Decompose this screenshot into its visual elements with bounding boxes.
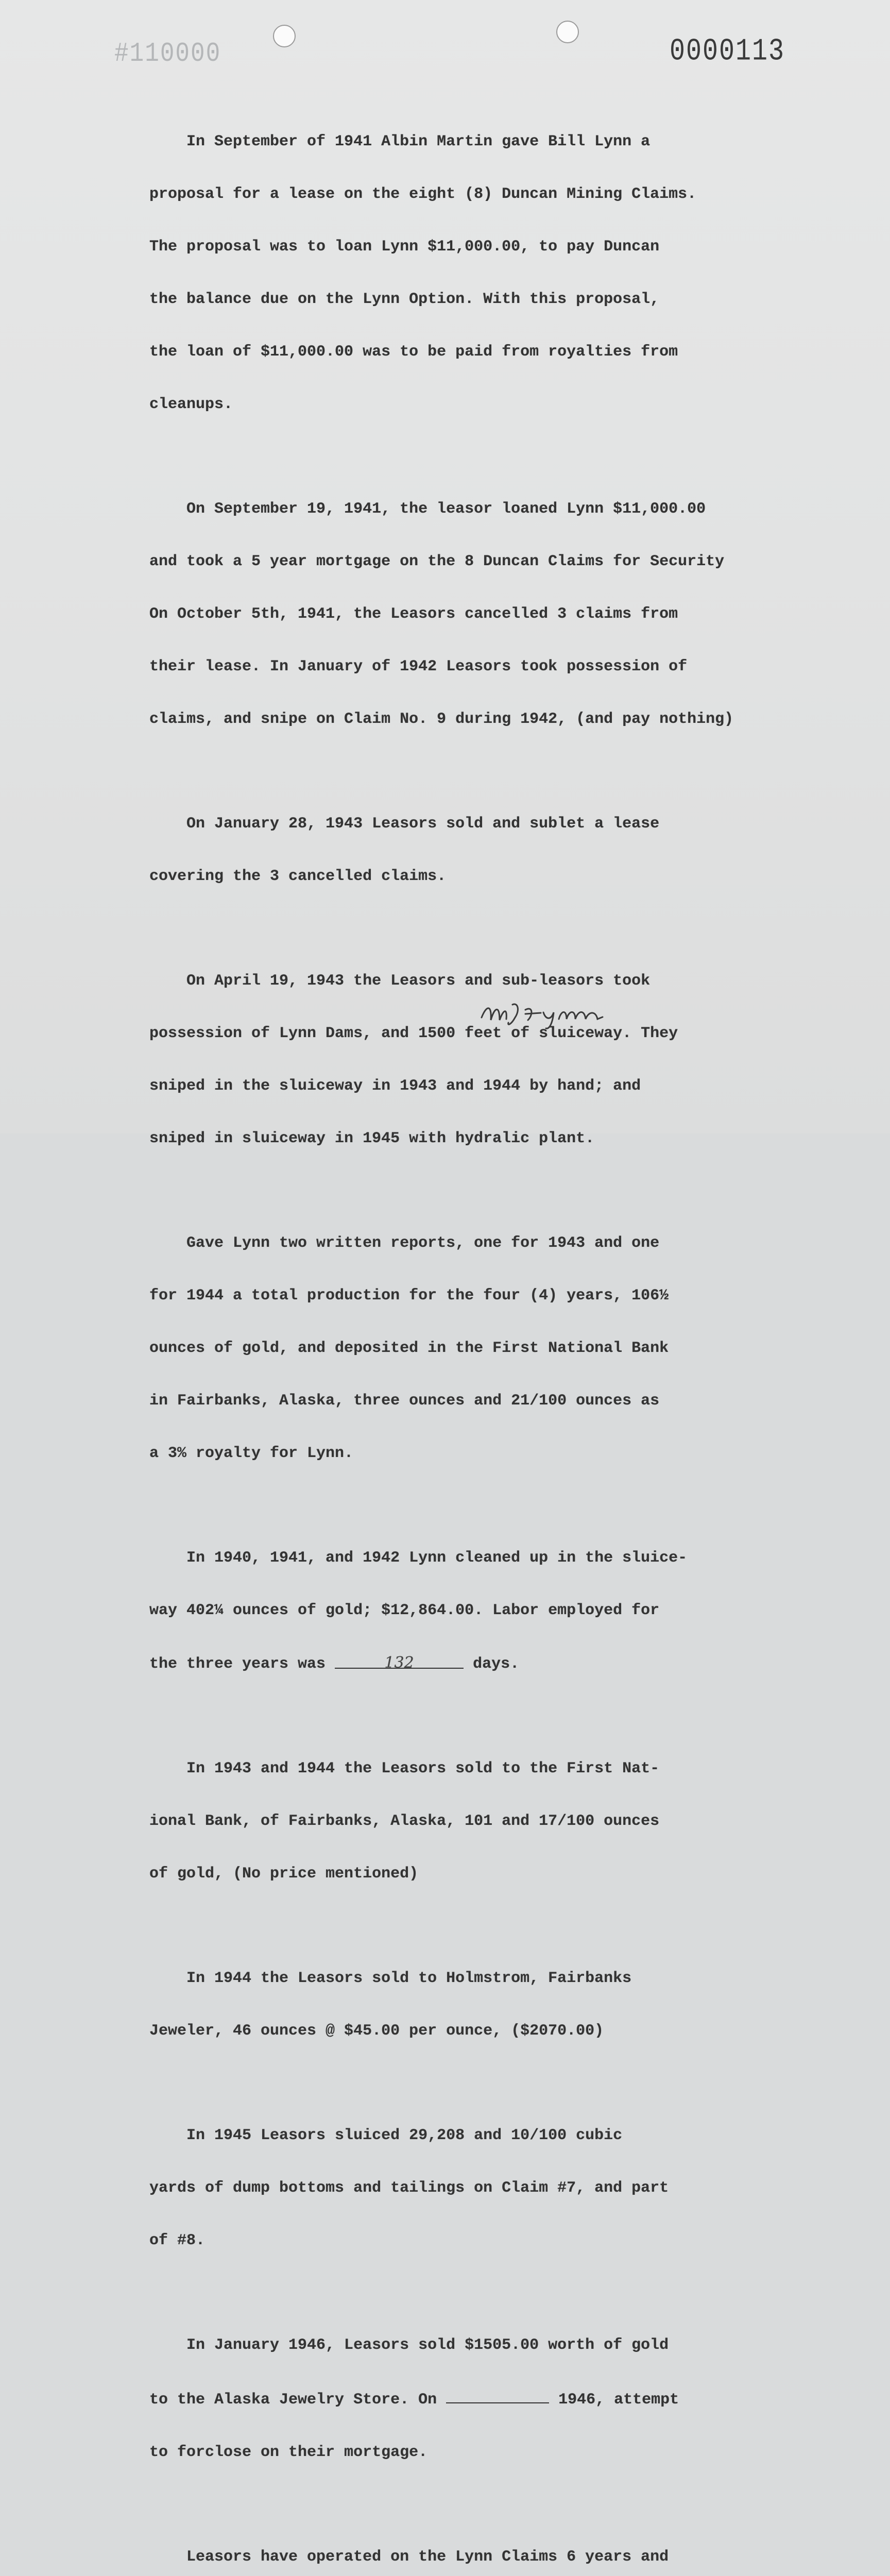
paragraph-11	[149, 2513, 798, 2576]
text-line: In 1945 Leasors sluiced 29,208 and 10/100 cubic	[149, 2127, 623, 2144]
faint-stamp-number: #110000	[114, 38, 221, 69]
paragraph-2	[149, 465, 798, 763]
text-line: way 402¼ ounces of gold; $12,864.00. Labor employed for	[149, 1602, 660, 1619]
date-blank	[446, 2389, 549, 2403]
text-line: In January 1946, Leasors sold $1505.00 worth of gold	[149, 2336, 669, 2354]
text-line: of gold, (No price mentioned)	[149, 1865, 419, 1883]
text-line	[149, 2389, 798, 2409]
text-line: covering the 3 cancelled claims.	[149, 868, 447, 885]
text-line: In 1944 the Leasors sold to Holmstrom, Fairbanks	[149, 1970, 632, 1987]
text-line: On January 28, 1943 Leasors sold and sublet a lease	[149, 815, 660, 833]
text-line: In 1943 and 1944 the Leasors sold to the First Nat-	[149, 1760, 660, 1777]
text-line	[149, 1654, 798, 1673]
text-line: On October 5th, 1941, the Leasors cancelled 3 claims from	[149, 605, 678, 623]
text-line: and took a 5 year mortgage on the 8 Duncan Claims for Security	[149, 553, 725, 570]
paragraph-7	[149, 1725, 798, 1918]
text-line: ional Bank, of Fairbanks, Alaska, 101 and 17/100 ounces	[149, 1812, 660, 1830]
paragraph-4	[149, 937, 798, 1182]
text-line: ounces of gold, and deposited in the First National Bank	[149, 1340, 669, 1357]
text-line: Leasors have operated on the Lynn Claims 6 years and	[149, 2548, 669, 2566]
text-line: The proposal was to loan Lynn $11,000.00, to pay Duncan	[149, 238, 660, 256]
text-line: cleanups.	[149, 396, 233, 413]
text-line: their lease. In January of 1942 Leasors took possession of	[149, 658, 688, 675]
text-line: Gave Lynn two written reports, one for 1943 and one	[149, 1234, 660, 1252]
letter-body	[149, 98, 798, 2576]
text-line: claims, and snipe on Claim No. 9 during 1942, (and pay nothing)	[149, 710, 734, 728]
text-line: Jeweler, 46 ounces @ $45.00 per ounce, ($2070.00)	[149, 2022, 604, 2040]
text-line: the balance due on the Lynn Option. With this proposal,	[149, 291, 660, 308]
text-fragment: the three years was	[149, 1655, 335, 1673]
text-line: to forclose on their mortgage.	[149, 2444, 428, 2461]
paragraph-6	[149, 1514, 798, 1708]
handwritten-days: 132	[384, 1654, 414, 1672]
text-fragment: days.	[464, 1655, 520, 1673]
text-line: On April 19, 1943 the Leasors and sub-leasors took	[149, 972, 651, 990]
paragraph-10	[149, 2301, 798, 2496]
text-line: of #8.	[149, 2232, 206, 2249]
punch-hole-left	[273, 25, 296, 47]
paragraph-1	[149, 98, 798, 448]
text-line: the loan of $11,000.00 was to be paid from royalties from	[149, 343, 678, 361]
text-line: in Fairbanks, Alaska, three ounces and 21/100 ounces as	[149, 1392, 660, 1410]
days-blank	[335, 1654, 464, 1672]
paragraph-9	[149, 2092, 798, 2284]
page-number-stamp: 0000113	[670, 34, 785, 70]
text-fragment: 1946, attempt	[549, 2391, 679, 2409]
text-line: yards of dump bottoms and tailings on Claim #7, and part	[149, 2179, 669, 2197]
text-line: sniped in the sluiceway in 1943 and 1944 by hand; and	[149, 1077, 641, 1095]
text-line: possession of Lynn Dams, and 1500 feet of sluiceway. They	[149, 1025, 678, 1042]
punch-hole-right	[556, 21, 579, 43]
text-line: a 3% royalty for Lynn.	[149, 1445, 354, 1462]
text-fragment: to the Alaska Jewelry Store. On	[149, 2391, 447, 2409]
text-line: On September 19, 1941, the leasor loaned Lynn $11,000.00	[149, 500, 706, 518]
handwritten-signature	[476, 994, 621, 1030]
text-line: In September of 1941 Albin Martin gave Bill Lynn a	[149, 133, 651, 150]
text-line: for 1944 a total production for the four (4) years, 106½	[149, 1287, 669, 1304]
paragraph-5	[149, 1199, 798, 1497]
text-line: proposal for a lease on the eight (8) Duncan Mining Claims.	[149, 185, 697, 203]
paragraph-3	[149, 780, 798, 920]
paragraph-8	[149, 1935, 798, 2075]
text-line: sniped in sluiceway in 1945 with hydralic plant.	[149, 1130, 595, 1147]
text-line: In 1940, 1941, and 1942 Lynn cleaned up in the sluice-	[149, 1549, 688, 1567]
